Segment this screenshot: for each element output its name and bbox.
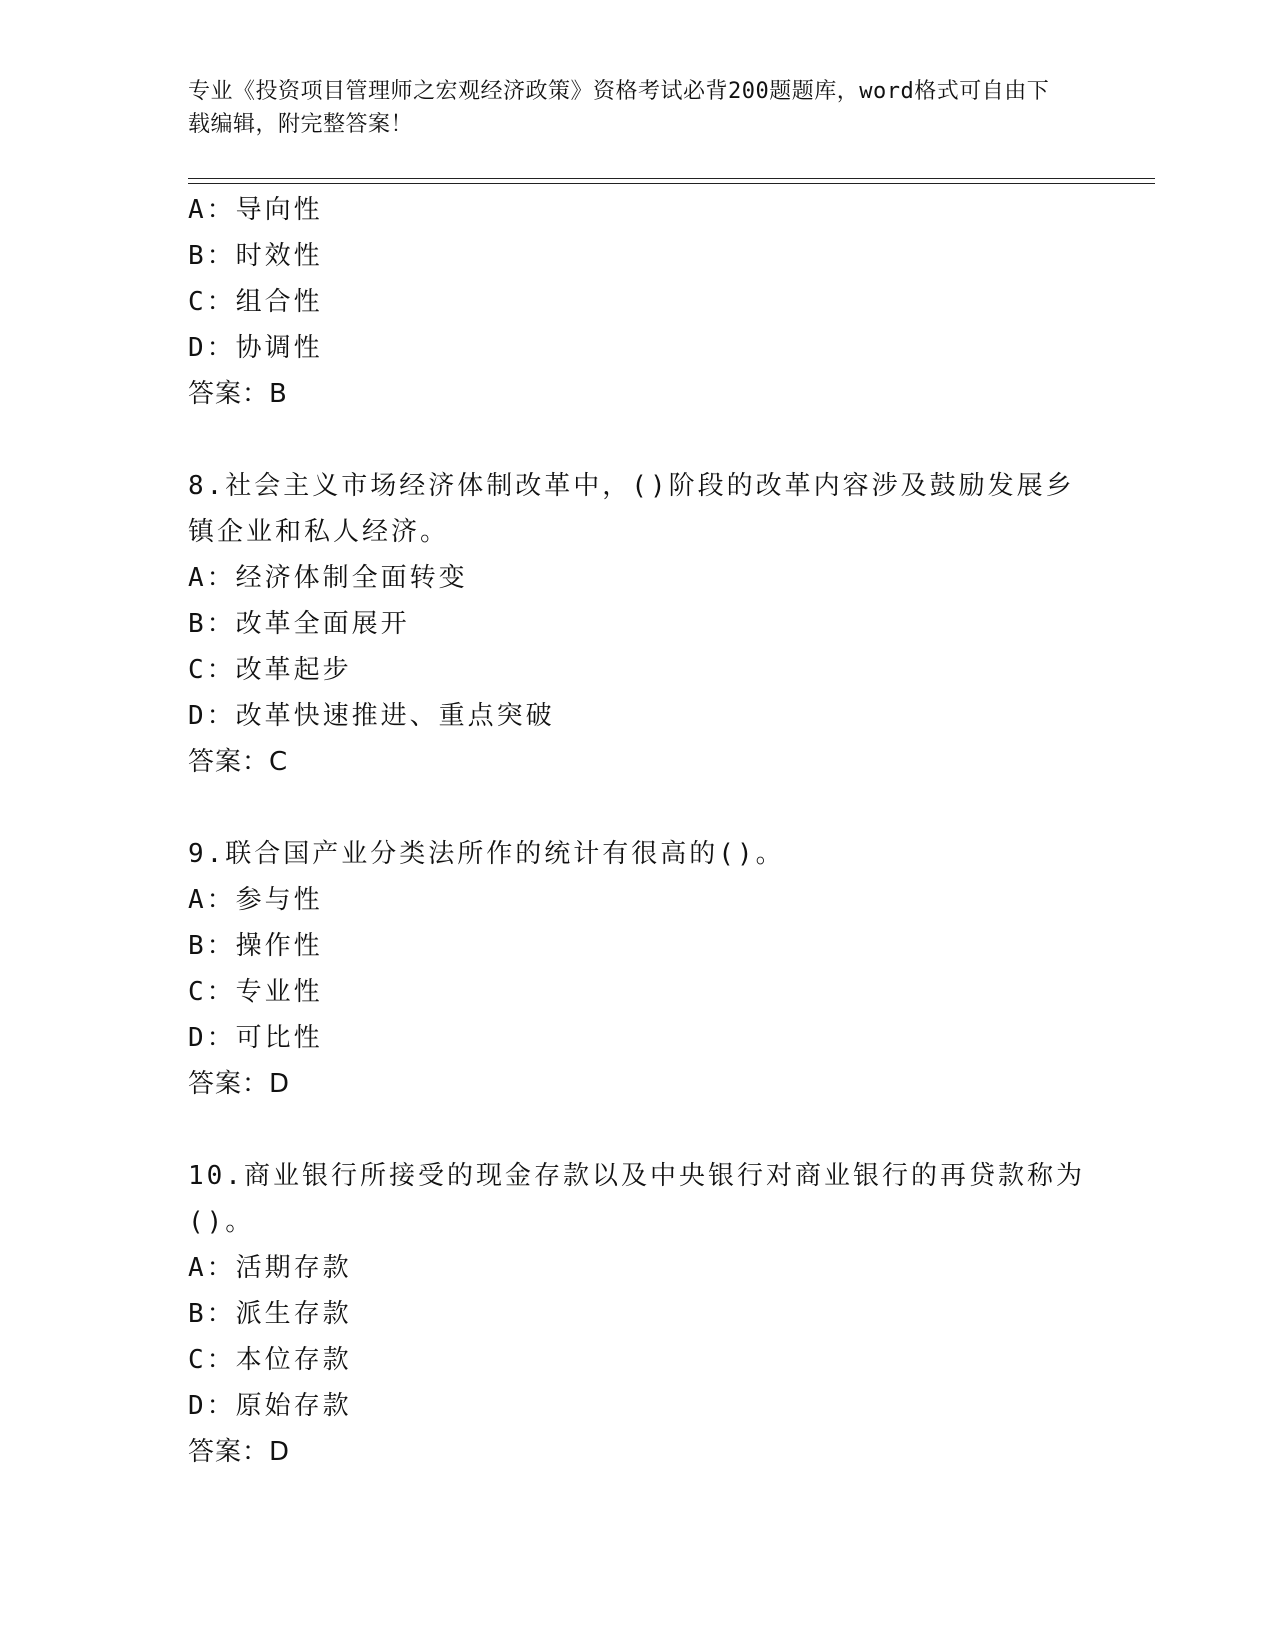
option-a: A：导向性 xyxy=(188,195,323,225)
header-divider-top xyxy=(188,178,1155,179)
option-b: B：时效性 xyxy=(188,241,323,271)
answer: 答案：D xyxy=(188,1437,291,1467)
question-text-line-2: ()。 xyxy=(188,1207,255,1237)
spacer xyxy=(188,417,1088,463)
question-text-line-2: 镇企业和私人经济。 xyxy=(188,517,450,547)
question-text-line-1: 9.联合国产业分类法所作的统计有很高的()。 xyxy=(188,839,785,869)
option-d: D：原始存款 xyxy=(188,1391,352,1421)
option-a: A：经济体制全面转变 xyxy=(188,563,468,593)
option-d: D：可比性 xyxy=(188,1023,323,1053)
option-b: B：派生存款 xyxy=(188,1299,352,1329)
document-header xyxy=(188,75,1068,141)
header-text: 专业《投资项目管理师之宏观经济政策》资格考试必背200题题库，word格式可自由下载编辑，附完整答案！ xyxy=(188,79,1050,137)
option-d: D：协调性 xyxy=(188,333,323,363)
question-9 xyxy=(188,831,1088,1107)
answer: 答案：D xyxy=(188,1069,291,1099)
header-divider-bottom xyxy=(188,183,1155,184)
spacer xyxy=(188,1107,1088,1153)
answer: 答案：C xyxy=(188,747,289,777)
option-c: C：本位存款 xyxy=(188,1345,352,1375)
question-8 xyxy=(188,463,1088,785)
question-list xyxy=(188,187,1088,1475)
question-text-line-1: 8.社会主义市场经济体制改革中，()阶段的改革内容涉及鼓励发展乡 xyxy=(188,471,1075,501)
question-10 xyxy=(188,1153,1088,1475)
answer: 答案：B xyxy=(188,379,288,409)
option-a: A：参与性 xyxy=(188,885,323,915)
option-b: B：操作性 xyxy=(188,931,323,961)
option-c: C：改革起步 xyxy=(188,655,352,685)
option-c: C：组合性 xyxy=(188,287,323,317)
option-b: B：改革全面展开 xyxy=(188,609,410,639)
option-a: A：活期存款 xyxy=(188,1253,352,1283)
question-text-line-1: 10.商业银行所接受的现金存款以及中央银行对商业银行的再贷款称为 xyxy=(188,1161,1085,1191)
spacer xyxy=(188,785,1088,831)
question-7 xyxy=(188,187,1088,417)
option-c: C：专业性 xyxy=(188,977,323,1007)
option-d: D：改革快速推进、重点突破 xyxy=(188,701,555,731)
